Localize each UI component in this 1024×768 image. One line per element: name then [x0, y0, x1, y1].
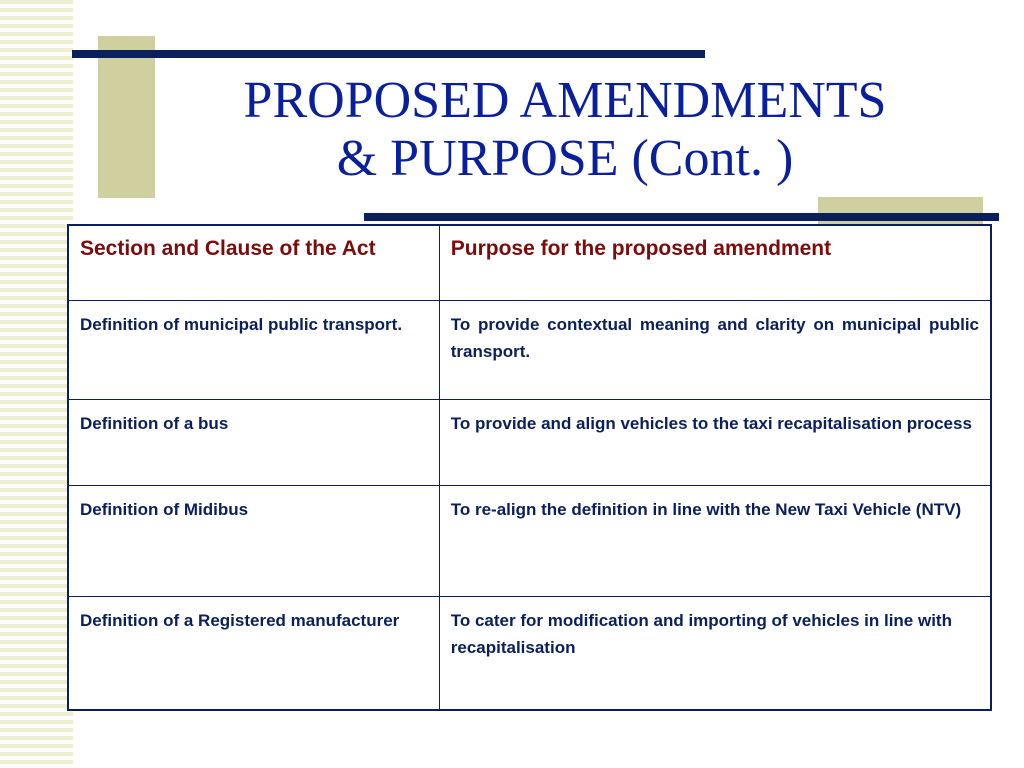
cell-section: Definition of Midibus	[68, 485, 439, 596]
amendments-table	[67, 224, 992, 711]
table-row	[68, 485, 991, 596]
striped-side-band	[0, 0, 73, 768]
decorative-line-bottom	[364, 213, 999, 221]
table-row	[68, 300, 991, 399]
cell-purpose: To provide and align vehicles to the taxi recapitalisation process	[439, 399, 991, 485]
cell-purpose: To provide contextual meaning and clarity on municipal public transport.	[439, 300, 991, 399]
table-header-row	[68, 225, 991, 300]
decorative-block-left	[98, 36, 155, 198]
cell-section: Definition of municipal public transport.	[68, 300, 439, 399]
slide-title-line-1: PROPOSED AMENDMENTS	[243, 72, 887, 129]
cell-purpose: To re-align the definition in line with the New Taxi Vehicle (NTV)	[439, 485, 991, 596]
decorative-line-top	[72, 50, 705, 58]
header-section-clause: Section and Clause of the Act	[68, 225, 439, 300]
table-row	[68, 596, 991, 710]
cell-section: Definition of a bus	[68, 399, 439, 485]
slide-title-line-2: & PURPOSE (Cont. )	[336, 130, 794, 187]
cell-section: Definition of a Registered manufacturer	[68, 596, 439, 710]
cell-purpose: To cater for modification and importing of vehicles in line with recapitalisation	[439, 596, 991, 710]
header-purpose: Purpose for the proposed amendment	[439, 225, 991, 300]
slide-title	[170, 72, 960, 188]
table-row	[68, 399, 991, 485]
